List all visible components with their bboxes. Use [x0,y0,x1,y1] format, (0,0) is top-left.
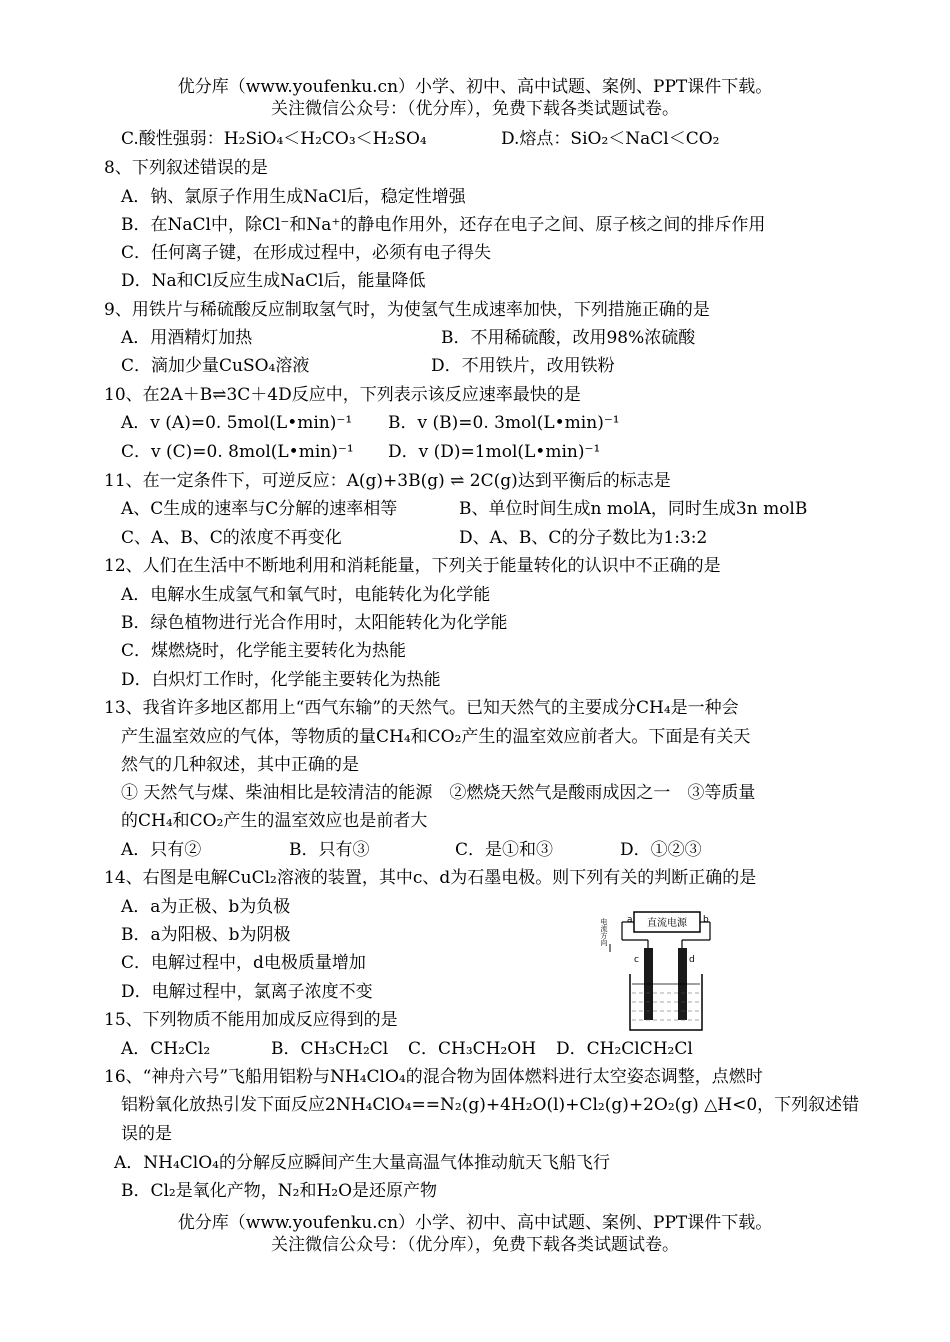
q15-option-a: A．CH₂Cl₂ [121,1039,211,1059]
q13-items-1: ① 天然气与煤、柴油相比是较清洁的能源 ②燃烧天然气是酸雨成因之一 ③等质量 [121,783,756,803]
q13-option-c: C．是①和③ [455,840,554,860]
header-line-2: 关注微信公众号：（优分库），免费下载各类试题试卷。 [271,99,679,119]
electrode-d-label: d [689,955,695,965]
q16-stem-1: 16、“神舟六号”飞船用铝粉与NH₄ClO₄的混合物为固体燃料进行太空姿态调整，点燃时 [104,1067,763,1087]
q8-option-d: D．Na和Cl反应生成NaCl后，能量降低 [121,271,426,291]
q12-option-a: A．电解水生成氢气和氧气时，电能转化为化学能 [121,585,491,605]
q16-option-a: A．NH₄ClO₄的分解反应瞬间产生大量高温气体推动航天飞船飞行 [114,1153,610,1173]
q11-option-a: A、C生成的速率与C分解的速率相等 [121,499,398,519]
terminal-a-label: a [627,915,633,925]
q7-option-d: D.熔点：SiO₂＜NaCl＜CO₂ [501,129,720,149]
q11-option-b: B、单位时间生成n molA，同时生成3n molB [459,499,808,519]
q9-stem: 9、用铁片与稀硫酸反应制取氢气时，为使氢气生成速率加快，下列措施正确的是 [104,300,710,320]
q15-option-c: C．CH₃CH₂OH [408,1039,537,1059]
footer-line-2: 关注微信公众号：（优分库），免费下载各类试题试卷。 [271,1235,679,1255]
q12-option-b: B．绿色植物进行光合作用时，太阳能转化为化学能 [121,613,508,633]
q14-option-c: C．电解过程中，d电极质量增加 [121,953,366,973]
footer-line-1: 优分库（www.youfenku.cn）小学、初中、高中试题、案例、PPT课件下载。 [177,1213,773,1233]
q14-option-a: A．a为正极、b为负极 [121,897,291,917]
q10-stem: 10、在2A＋B⇌3C＋4D反应中，下列表示该反应速率最快的是 [104,385,581,405]
q8-option-c: C．任何离子键，在形成过程中，必须有电子得失 [121,243,492,263]
terminal-b-label: b [703,915,709,925]
electrolysis-apparatus-figure [600,908,718,1036]
q9-option-c: C．滴加少量CuSO₄溶液 [121,356,310,376]
q8-stem: 8、下列叙述错误的是 [104,158,268,178]
q12-option-c: C．煤燃烧时，化学能主要转化为热能 [121,641,407,661]
q13-items-2: 的CH₄和CO₂产生的温室效应也是前者大 [121,811,428,831]
q11-stem: 11、在一定条件下，可逆反应：A(g)+3B(g) ⇌ 2C(g)达到平衡后的标志是 [104,471,671,491]
q10-option-a: A．v (A)=0. 5mol(L•min)⁻¹ [121,413,353,433]
q12-stem: 12、人们在生活中不断地利用和消耗能量，下列关于能量转化的认识中不正确的是 [104,556,721,576]
q10-option-c: C．v (C)=0. 8mol(L•min)⁻¹ [121,442,354,462]
q13-option-a: A．只有② [121,840,202,860]
q13-option-b: B．只有③ [289,840,370,860]
q14-stem: 14、右图是电解CuCl₂溶液的装置，其中c、d为石墨电极。则下列有关的判断正确的是 [104,868,757,888]
q11-option-d: D、A、B、C的分子数比为1:3:2 [459,528,708,548]
q15-option-d: D．CH₂ClCH₂Cl [556,1039,693,1059]
q7-option-c: C.酸性强弱：H₂SiO₄＜H₂CO₃＜H₂SO₄ [121,129,427,149]
q13-stem-2: 产生温室效应的气体，等物质的量CH₄和CO₂产生的温室效应前者大。下面是有关天 [121,727,751,747]
q13-option-d: D．①②③ [620,840,702,860]
header-line-1: 优分库（www.youfenku.cn）小学、初中、高中试题、案例、PPT课件下载。 [177,77,773,97]
q9-option-b: B．不用稀硫酸，改用98%浓硫酸 [441,328,696,348]
q16-option-b: B．Cl₂是氧化产物，N₂和H₂O是还原产物 [121,1181,438,1201]
q10-option-d: D．v (D)=1mol(L•min)⁻¹ [388,442,601,462]
q15-stem: 15、下列物质不能用加成反应得到的是 [104,1010,398,1030]
q16-stem-3: 误的是 [121,1124,172,1144]
electrode-c-label: c [634,955,639,965]
q14-option-d: D．电解过程中，氯离子浓度不变 [121,982,373,1002]
q13-stem-1: 13、我省许多地区都用上“西气东输”的天然气。已知天然气的主要成分CH₄是一种会 [104,698,739,718]
q8-option-a: A．钠、氯原子作用生成NaCl后，稳定性增强 [121,187,466,207]
current-direction-label: 电流方向 [600,918,608,946]
q9-option-d: D．不用铁片，改用铁粉 [431,356,615,376]
q9-option-a: A．用酒精灯加热 [121,328,253,348]
q12-option-d: D．白炽灯工作时，化学能主要转化为热能 [121,670,441,690]
q16-stem-2: 铝粉氧化放热引发下面反应2NH₄ClO₄==N₂(g)+4H₂O(l)+Cl₂(g)+2O₂(g) △H<0，下列叙述错 [121,1095,860,1115]
q11-option-c: C、A、B、C的浓度不再变化 [121,528,342,548]
power-supply-label: 直流电源 [647,918,687,929]
q8-option-b: B．在NaCl中，除Cl⁻和Na⁺的静电作用外，还存在电子之间、原子核之间的排斥作用 [121,215,766,235]
q10-option-b: B．v (B)=0. 3mol(L•min)⁻¹ [388,413,620,433]
q13-stem-3: 然气的几种叙述，其中正确的是 [121,755,359,775]
q15-option-b: B．CH₃CH₂Cl [271,1039,389,1059]
q14-option-b: B．a为阳极、b为阴极 [121,925,291,945]
